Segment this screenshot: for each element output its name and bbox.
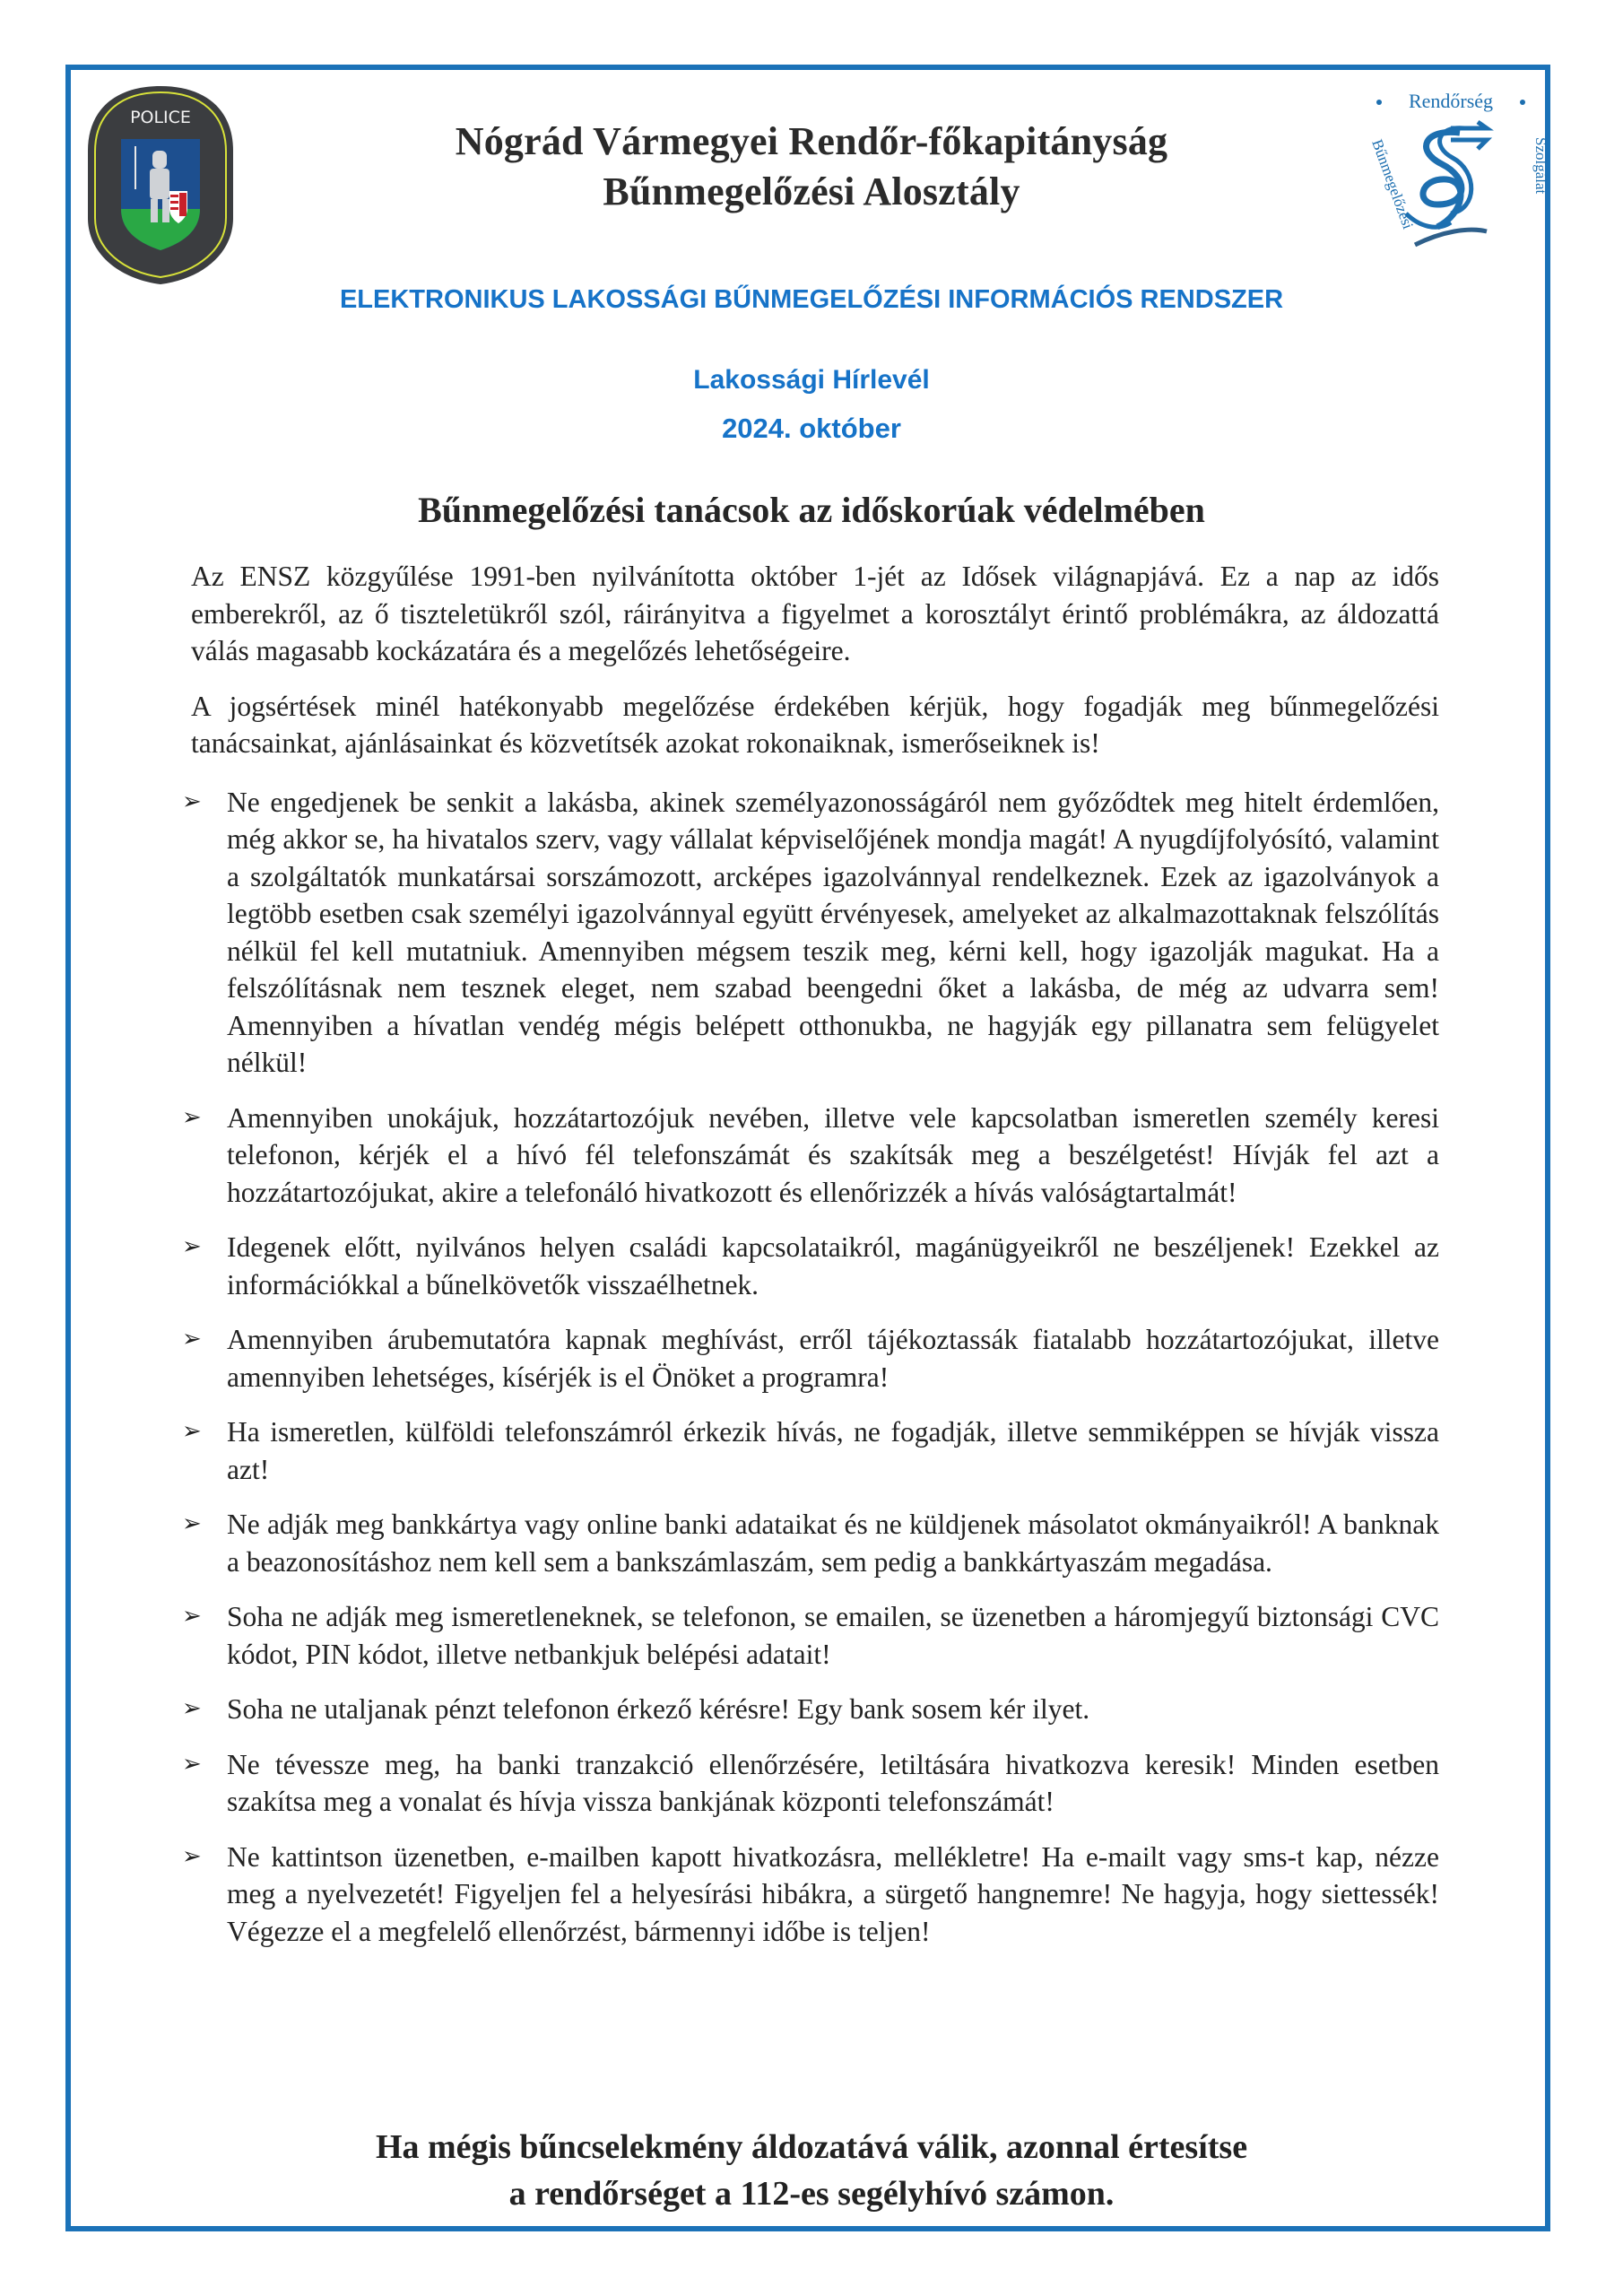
article-heading: Bűnmegelőzési tanácsok az időskorúak védelmében bbox=[418, 490, 1205, 530]
svg-text:Szolgálat: Szolgálat bbox=[1532, 137, 1549, 195]
article-body bbox=[182, 558, 1439, 1968]
tip-item bbox=[182, 1321, 1439, 1396]
svg-text:Bűnmegelőzési: Bűnmegelőzési bbox=[1368, 136, 1417, 231]
arrow-bullet-icon: ➢ bbox=[182, 1750, 202, 1778]
tip-item bbox=[182, 1413, 1439, 1488]
tip-text: Ne kattintson üzenetben, e-mailben kapott hivatkozásra, mellékletre! Ha e-mailt vagy sms-t kap, nézze meg a nyelvezetét! Figyeljen fel a helyesírási hibákra, a sürgető hangnemre! Ne hagyja, hogy siettessék! Végezze el a megfelelő ellenőrzést, bármennyi időbe is teljen! bbox=[227, 1840, 1439, 1947]
tip-item bbox=[182, 1839, 1439, 1951]
closing-notice bbox=[0, 2124, 1623, 2217]
arrow-bullet-icon: ➢ bbox=[182, 1510, 202, 1537]
tip-item bbox=[182, 1746, 1439, 1821]
tip-text: Ne adják meg bankkártya vagy online banki adataikat és ne küldjenek másolatot okmányaikról! A banknak a beazonosításhoz nem kell sem a bankszámlaszám, sem pedig a bankkártyaszám megadása. bbox=[227, 1509, 1439, 1578]
tip-item bbox=[182, 1506, 1439, 1580]
organization-title: Nógrád Vármegyei Rendőr-főkapitányság bbox=[455, 119, 1168, 163]
tip-text: Ha ismeretlen, külföldi telefonszámról érkezik hívás, ne fogadják, illetve semmiképpen se hívják vissza azt! bbox=[227, 1416, 1439, 1485]
closing-line-2: a rendőrséget a 112-es segélyhívó számon. bbox=[508, 2175, 1115, 2213]
svg-text:Rendőrség: Rendőrség bbox=[1408, 90, 1494, 112]
arrow-bullet-icon: ➢ bbox=[182, 1326, 202, 1352]
arrow-bullet-icon: ➢ bbox=[182, 787, 202, 815]
tip-text: Soha ne utaljanak pénzt telefonon érkező kérésre! Egy bank sosem kér ilyet. bbox=[227, 1693, 1090, 1725]
intro-paragraph: Az ENSZ közgyűlése 1991-ben nyilvánította október 1-jét az Idősek világnapjává. Ez a nap az idős emberekről, az ő tiszteletükről szól, ráirányitva a figyelmet a korosztályt érintő problémákra, az áldozattá válás magasabb kockázatára és a megelőzés lehetőségeire. bbox=[191, 561, 1439, 666]
arrow-bullet-icon: ➢ bbox=[182, 1418, 202, 1445]
arrow-bullet-icon: ➢ bbox=[182, 1603, 202, 1630]
tip-text: Amennyiben unokájuk, hozzátartozójuk nevében, illetve vele kapcsolatban ismeretlen személy keresi telefonon, kérjék el a hívó fél telefonszámát és szakítsák meg a beszélgetést! Hívják fel azt a hozzátartozójukat, akire a telefonáló hivatkozott és ellenőrizzék a hívás valóságtartalmát! bbox=[227, 1101, 1439, 1208]
closing-line-1: Ha mégis bűncselekmény áldozatává válik, azonnal értesítse bbox=[375, 2128, 1248, 2166]
arrow-bullet-icon: ➢ bbox=[182, 1842, 202, 1870]
tip-text: Soha ne adják meg ismeretleneknek, se telefonon, se emailen, se üzenetben a háromjegyű biztonsági CVC kódot, PIN kódot, illetve netbankjuk belépési adatait! bbox=[227, 1601, 1439, 1670]
arrow-bullet-icon: ➢ bbox=[182, 1103, 202, 1131]
arrow-bullet-icon: ➢ bbox=[182, 1695, 202, 1722]
arrow-bullet-icon: ➢ bbox=[182, 1233, 202, 1260]
tip-item bbox=[182, 1229, 1439, 1303]
tip-item bbox=[182, 1100, 1439, 1212]
tip-text: Ne tévessze meg, ha banki tranzakció ellenőrzésére, letiltására hivatkozva keresik! Minden esetben szakítsa meg a vonalat és hívja vissza bankjának központi telefonszámát! bbox=[227, 1748, 1439, 1817]
tip-item bbox=[182, 1691, 1439, 1728]
system-name: ELEKTRONIKUS LAKOSSÁGI BŰNMEGELŐZÉSI INFORMÁCIÓS RENDSZER bbox=[339, 285, 1284, 314]
svg-text:POLICE: POLICE bbox=[130, 108, 191, 127]
tip-text: Idegenek előtt, nyilvános helyen családi kapcsolataikról, magánügyeikről ne beszéljenek! Ezekkel az információkkal a bűnelkövetők visszaélhetnek. bbox=[227, 1231, 1439, 1300]
tips-list bbox=[182, 784, 1439, 1951]
tip-text: Ne engedjenek be senkit a lakásba, akinek személyazonosságáról nem győződtek meg hitelt érdemlően, még akkor se, ha hivatalos szerv, vagy vállalat képviselőjének mondja magát! A nyugdíjfolyósító, valamint a szolgáltatók munkatársai sorszámozott, arcképes igazolvánnyal rendelkeznek. Ezek az igazolványok a legtöbb esetben csak személyi igazolvánnyal együtt érvényesek, amelyeket az alkalmazottaknak felszólítás nélkül fel kell mutatniuk. Amennyiben mégsem teszik meg, kérni kell, hogy igazolják magukat. Ha a felszólításnak nem tesznek eleget, nem szabad beengedni őket a lakásba, de még az udvarra sem! Amennyiben a hívatlan vendég mégis belépett otthonukba, ne hagyják egy pillanatra sem felügyelet nélkül! bbox=[227, 786, 1439, 1078]
newsletter-label: Lakossági Hírlevél bbox=[693, 365, 930, 395]
tip-item bbox=[182, 784, 1439, 1082]
newsletter-date: 2024. október bbox=[722, 413, 901, 444]
tip-text: Amennyiben árubemutatóra kapnak meghívást, erről tájékoztassák fiatalabb hozzátartozójukat, illetve amennyiben lehetséges, kísérjék is el Önöket a programra! bbox=[227, 1324, 1439, 1393]
tip-item bbox=[182, 1598, 1439, 1673]
appeal-paragraph: A jogsértések minél hatékonyabb megelőzése érdekében kérjük, hogy fogadják meg bűnmegelőzési tanácsainkat, ajánlásainkat és közvetítsék azokat rokonaiknak, ismerőseiknek is! bbox=[191, 690, 1439, 759]
department-title: Bűnmegelőzési Alosztály bbox=[603, 170, 1020, 213]
